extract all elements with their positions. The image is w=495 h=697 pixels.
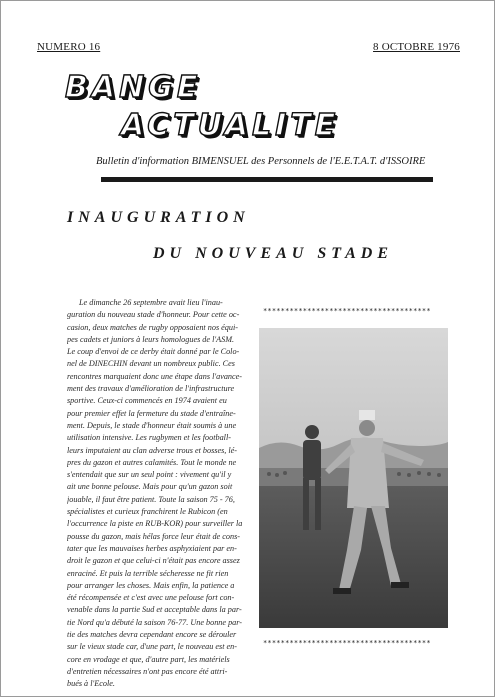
- article-body-line: Le coup d'envoi de ce derby était donné par le Colo-: [67, 347, 240, 357]
- article-body-line: pes cadets et juniors à leurs homologues de l'ASM.: [67, 334, 235, 344]
- article-body-line: spécialistes et curieux franchirent le Rubicon (en: [67, 507, 228, 517]
- article-body-line: sportive. Ceux-ci commencés en 1974 avaient eu: [67, 396, 227, 406]
- article-body-line: utilisation intensive. Les rugbymen et les football-: [67, 433, 231, 443]
- article-body-line: rencontres marquaient donc une étape dans l'avance-: [67, 371, 243, 381]
- article-body-line: tie Nord qu'a débuté la saison 76-77. Une bonne par-: [67, 617, 243, 627]
- masthead-title-line-1: BANGE: [65, 70, 202, 105]
- article-photo: [259, 328, 448, 628]
- issue-date: 8 OCTOBRE 1976: [373, 41, 460, 53]
- masthead-subtitle: Bulletin d'information BIMENSUEL des Personnels de l'E.E.T.A.T. d'ISSOIRE: [96, 156, 426, 167]
- article-body-line: guration du nouveau stade d'honneur. Pour cette oc-: [67, 310, 240, 320]
- article-body-line: été récompensée et c'est avec une pelouse fort con-: [67, 593, 235, 603]
- article-body-line: ment des travaux d'amélioration de l'infrastructure: [67, 384, 235, 394]
- article-body-line: s'entendait que sur un seul point : vivement qu'il y: [67, 470, 232, 480]
- photo-border-stars-top: **************************************: [263, 307, 431, 315]
- article-body-line: leurs imputaient au clan adverse trous et bosses, lé-: [67, 445, 238, 455]
- article-body: [67, 297, 253, 691]
- article-body-line: ment. Depuis, le stade d'honneur était soumis à une: [67, 420, 237, 430]
- article-body-line: Le dimanche 26 septembre avait lieu l'inau-: [79, 298, 223, 307]
- article-body-line: pour premier effet la fermeture du stade d'entraîne-: [67, 408, 236, 418]
- article-body-line: d'entretien nécessaires n'ont pas encore été attri-: [67, 666, 228, 676]
- article-body-line: tie des matches devra cependant encore se dérouler: [67, 630, 237, 640]
- stadium-photo-image: [259, 328, 448, 628]
- article-headline-line-2: DU NOUVEAU STADE: [153, 245, 394, 262]
- article-body-line: ait une bonne pelouse. Mais pour qu'un gazon soit: [67, 482, 233, 492]
- article-body-line: l'occurrence la piste en RUB-KOR) pour surveiller la: [67, 519, 243, 529]
- masthead-rule: [101, 177, 433, 182]
- article-body-line: enraciné. Et puis la terrible sécheresse ne fit rien: [67, 568, 229, 578]
- article-body-line: jouable, il faut être patient. Toute la saison 75 - 76,: [67, 494, 235, 504]
- article-body-line: nel de DINECHIN devant un nombreux public. Ces: [67, 359, 235, 369]
- photo-border-stars-bottom: **************************************: [263, 639, 431, 647]
- article-body-line: sur le vieux stade car, d'une part, le nouveau est en-: [67, 642, 238, 652]
- article-body-line: core en vrodage et que, d'autre part, les matériels: [67, 654, 230, 664]
- article-body-line: pousse du gazon, mais hélas force leur était de cons-: [67, 531, 240, 541]
- article-body-line: pres du gazon et autres calamités. Tout le monde ne: [67, 457, 237, 467]
- article-body-line: venable dans la partie Sud et acceptable dans la par-: [67, 605, 242, 615]
- article-headline-line-1: INAUGURATION: [67, 209, 250, 226]
- article-body-line: droit le gazon et que celui-ci n'était pas encore assez: [67, 556, 240, 566]
- masthead-title-line-2: ACTUALITE: [121, 108, 340, 143]
- article-body-line: casion, deux matches de rugby opposaient nos équi-: [67, 322, 238, 332]
- issue-number: NUMERO 16: [37, 41, 101, 53]
- article-body-line: pour arranger les choses. Mais enfin, la patience a: [67, 580, 235, 590]
- article-body-line: tater que les mauvaises herbes asphyxiaient par en-: [67, 543, 237, 553]
- article-body-line: bués à l'Ecole.: [67, 679, 115, 689]
